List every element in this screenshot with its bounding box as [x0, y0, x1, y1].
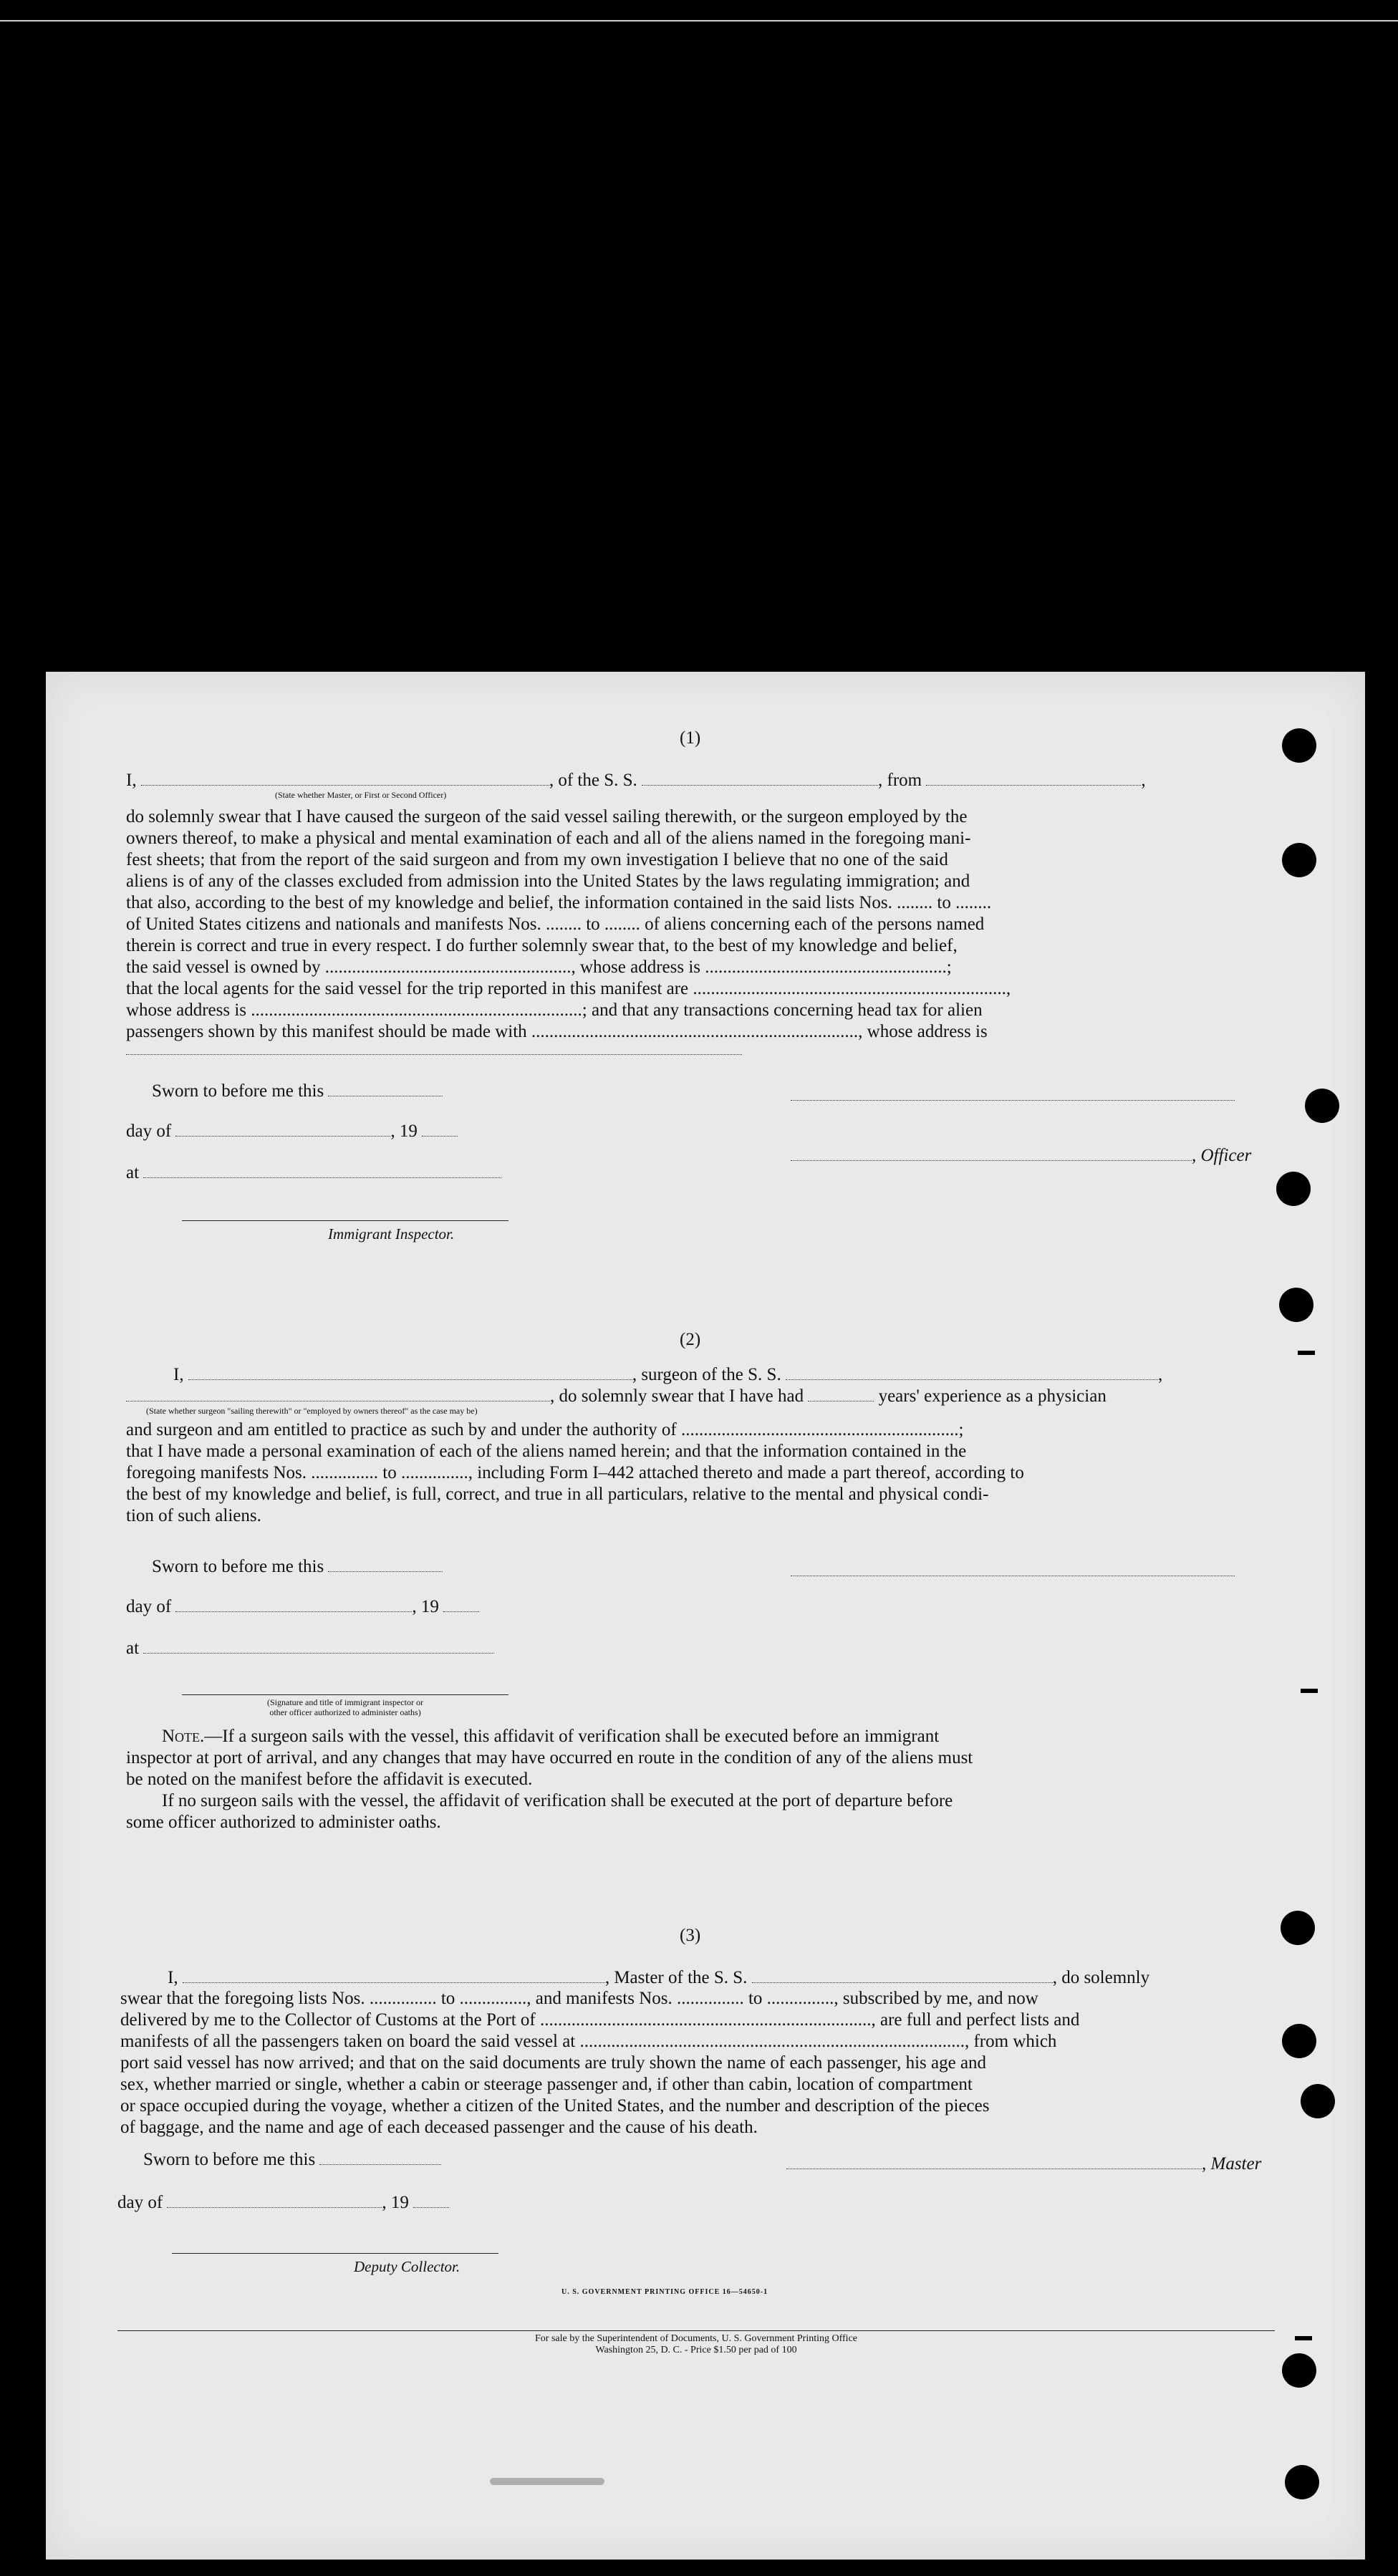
punch-hole [1282, 843, 1316, 877]
s1-at-line [126, 1162, 501, 1184]
s1-oath-line: aliens is of any of the classes excluded from admission into the United States by the laws regulating immigration; and [126, 872, 970, 891]
s3-oath-line: port said vessel has now arrived; and that on the said documents are truly shown the name of each passenger, his age and [120, 2053, 987, 2073]
s1-line-end: , [1141, 771, 1146, 790]
s2-note2-line-1 [126, 1790, 973, 1812]
punch-hole [1276, 1172, 1311, 1206]
s1-year-field[interactable] [422, 1120, 458, 1137]
s2-note [126, 1726, 973, 1833]
footer-rule [117, 2330, 1275, 2331]
s1-oath-line: owners thereof, to make a physical and mental examination of each and all of the aliens named in the foregoing mani- [126, 829, 971, 848]
s2-surgeon-of-label: , surgeon of the S. S. [632, 1365, 781, 1384]
s3-master-of-label: , Master of the S. S. [604, 1968, 748, 1987]
punch-hole [1282, 2024, 1316, 2058]
bottom-smudge [490, 2478, 604, 2485]
s3-month-field[interactable] [167, 2191, 382, 2208]
s1-signature-field[interactable] [791, 1100, 1235, 1101]
scan-top-edge [0, 20, 1398, 21]
s2-oath-line: foregoing manifests Nos. ............... to ..............., including Form I–442 attached thereto and made a part thereof, according to [126, 1463, 1024, 1482]
s2-i-label: I, [173, 1365, 184, 1384]
s3-oath-line: swear that the foregoing lists Nos. ............... to ..............., and manifests Nos. ............... to ..............., subscribed by me, and now [120, 1989, 1038, 2008]
margin-mark [1295, 2336, 1312, 2340]
s1-officer-sign-line [791, 1144, 1251, 1167]
s1-officer-signature-field[interactable] [791, 1144, 1192, 1161]
s1-ship-name-field[interactable] [642, 769, 878, 786]
section-3-number: (3) [680, 1926, 701, 1945]
s2-surgeon-type-field[interactable] [126, 1385, 550, 1402]
s1-oath-line: of United States citizens and nationals and manifests Nos. ........ to ........ of aliens concerning each of the persons named [126, 915, 985, 934]
s2-years-field[interactable] [808, 1385, 874, 1402]
s2-note-text: inspector at port of arrival, and any changes that may have occurred en route in the condition of any of the aliens must [126, 1748, 973, 1767]
s2-oath-line: that I have made a personal examination of each of the aliens named herein; and that the information contained in the [126, 1442, 967, 1461]
s2-month-field[interactable] [175, 1596, 412, 1612]
s3-i-label: I, [168, 1968, 178, 1987]
s2-sworn-day-field[interactable] [328, 1555, 443, 1572]
s2-year-field[interactable] [443, 1596, 479, 1612]
s1-of-ss-label: , of the S. S. [549, 771, 637, 790]
punch-hole [1305, 1089, 1339, 1123]
s1-at-place-field[interactable] [143, 1162, 501, 1178]
s1-sworn-day-field[interactable] [328, 1080, 443, 1096]
margin-mark [1301, 1689, 1318, 1693]
s2-at-line [126, 1637, 494, 1659]
s3-day-line [117, 2191, 449, 2214]
section-1-number: (1) [680, 728, 701, 748]
s3-master-sign-line [786, 2153, 1261, 2175]
s2-day-of-label: day of [126, 1597, 172, 1616]
s1-month-field[interactable] [175, 1120, 390, 1137]
s1-inspector-label: Immigrant Inspector. [328, 1225, 455, 1243]
s2-surgeon-note: (State whether surgeon "sailing therewith" or "employed by owners thereof" as the case may be) [146, 1406, 478, 1416]
s1-at-label: at [126, 1163, 140, 1182]
s3-oath-line: sex, whether married or single, whether a cabin or steerage passenger and, if other than cabin, location of compartment [120, 2075, 973, 2094]
s2-note2-text: some officer authorized to administer oaths. [126, 1813, 441, 1832]
s2-oath-text [126, 1419, 1024, 1527]
s2-surgeon-line [173, 1364, 1162, 1386]
s2-signature-note-line: other officer authorized to administer oaths) [269, 1707, 421, 1717]
section-2-number: (2) [680, 1330, 701, 1349]
s2-year-label: , 19 [412, 1597, 439, 1616]
s1-oath-line: whose address is ..........................................................................; and that any transactions concerning head tax for alien [126, 1000, 983, 1020]
s2-note-label: Note. [162, 1727, 205, 1746]
s3-sworn-line [143, 2148, 441, 2171]
s3-master-line [168, 1967, 1149, 1989]
s2-years-label: years' experience as a physician [878, 1386, 1107, 1406]
s3-master-signature-field[interactable] [786, 2153, 1202, 2169]
s1-oath-line: therein is correct and true in every respect. I do further solemnly swear that, to the best of my knowledge and belief, [126, 936, 958, 955]
s1-officer-label: , Officer [1192, 1146, 1252, 1165]
s2-note2-text: If no surgeon sails with the vessel, the affidavit of verification shall be executed at the port of departure before [162, 1791, 953, 1810]
s2-surgeon-name-field[interactable] [188, 1364, 632, 1380]
s2-ship-name-field[interactable] [786, 1364, 1158, 1380]
s3-oath-line: or space occupied during the voyage, whether a citizen of the United States, and the number and description of the pieces [120, 2096, 990, 2116]
s1-oath-line: the said vessel is owned by ......................................................., whose address is ......................................................; [126, 957, 952, 977]
s3-master-name-field[interactable] [183, 1967, 605, 1983]
s1-i-label: I, [126, 771, 137, 790]
s3-oath-line: delivered by me to the Collector of Customs at the Port of .........................................................................., are full and perfect lists and [120, 2010, 1080, 2030]
punch-hole [1279, 1288, 1313, 1322]
s2-day-line [126, 1596, 479, 1618]
s1-oath-line: that the local agents for the said vessel for the trip reported in this manifest are ......................................................................, [126, 979, 1011, 998]
s2-inspector-signature-line [182, 1694, 508, 1695]
s3-sworn-day-field[interactable] [319, 2148, 441, 2165]
s1-day-of-label: day of [126, 1121, 172, 1141]
punch-hole [1285, 2465, 1319, 2499]
s2-line-end: , [1157, 1365, 1163, 1384]
s2-signature-note-line: (Signature and title of immigrant inspector or [267, 1697, 423, 1707]
s1-from-label: , from [878, 771, 922, 790]
s3-oath-line: manifests of all the passengers taken on board the said vessel at ......................................................................................, from which [120, 2032, 1057, 2051]
s2-oath-line: and surgeon and am entitled to practice as such by and under the authority of ..............................................................; [126, 1420, 964, 1439]
s3-master-label: , Master [1202, 2154, 1262, 2174]
s1-from-port-field[interactable] [926, 769, 1141, 786]
s1-sworn-line [152, 1080, 443, 1102]
s2-signature-note [182, 1697, 508, 1717]
s1-oath-text [126, 806, 1011, 1043]
s3-year-field[interactable] [413, 2191, 449, 2208]
punch-hole [1281, 1911, 1315, 1945]
s1-officer-note: (State whether Master, or First or Second Officer) [275, 790, 447, 800]
s3-oath-line: of baggage, and the name and age of each deceased passenger and the cause of his death. [120, 2118, 758, 2137]
s3-day-of-label: day of [117, 2193, 163, 2212]
s1-oath-line: that also, according to the best of my knowledge and belief, the information contained in the said lists Nos. ........ to ........ [126, 893, 992, 912]
s2-at-label: at [126, 1639, 140, 1658]
s2-experience-line [126, 1385, 1107, 1407]
s3-solemnly-label: , do solemnly [1052, 1968, 1150, 1987]
s1-year-label: , 19 [390, 1121, 418, 1141]
s2-sworn-label: Sworn to before me this [152, 1557, 324, 1576]
s2-note-text: be noted on the manifest before the affidavit is executed. [126, 1770, 533, 1789]
s3-sworn-label: Sworn to before me this [143, 2150, 316, 2169]
margin-mark [1298, 1351, 1315, 1355]
s2-note-text: —If a surgeon sails with the vessel, this affidavit of verification shall be executed before an immigrant [204, 1727, 940, 1746]
s1-officer-name-field[interactable] [141, 769, 549, 786]
s1-day-line [126, 1120, 458, 1142]
s1-oath-line: do solemnly swear that I have caused the surgeon of the said vessel sailing therewith, or the surgeon employed by the [126, 807, 968, 826]
s3-oath-text [120, 1988, 1079, 2138]
s1-inspector-signature-line [182, 1220, 508, 1221]
sale-notice [117, 2333, 1275, 2356]
s2-oath-line: the best of my knowledge and belief, is full, correct, and true in all particulars, relative to the mental and physical condi- [126, 1485, 989, 1504]
sale-notice-line: Washington 25, D. C. - Price $1.50 per pad of 100 [595, 2345, 797, 2355]
punch-hole [1282, 2353, 1316, 2388]
s3-collector-label: Deputy Collector. [354, 2258, 461, 2275]
s3-ship-name-field[interactable] [752, 1967, 1053, 1983]
s2-oath-line: tion of such aliens. [126, 1506, 261, 1525]
manifest-form-page [46, 672, 1365, 2560]
s1-oath-line: fest sheets; that from the report of the said surgeon and from my own investigation I believe that no one of the said [126, 850, 948, 869]
s3-collector-signature-line [172, 2253, 498, 2254]
s2-swear-label: , do solemnly swear that I have had [550, 1386, 804, 1406]
s2-sworn-line [152, 1555, 443, 1578]
s1-address-continuation-field[interactable] [126, 1054, 742, 1055]
s2-note-line-1 [126, 1726, 973, 1747]
s2-at-place-field[interactable] [143, 1637, 494, 1654]
s1-oath-line: passengers shown by this manifest should be made with ........................................................................., whose address is [126, 1022, 988, 1041]
s3-year-label: , 19 [382, 2193, 409, 2212]
punch-hole [1301, 2084, 1335, 2118]
sale-notice-line: For sale by the Superintendent of Documents, U. S. Government Printing Office [535, 2333, 857, 2344]
s1-officer-line [126, 769, 1146, 791]
printing-office-imprint: U. S. GOVERNMENT PRINTING OFFICE 16—54650-1 [561, 2288, 768, 2296]
s1-sworn-label: Sworn to before me this [152, 1081, 324, 1101]
punch-hole [1282, 728, 1316, 763]
